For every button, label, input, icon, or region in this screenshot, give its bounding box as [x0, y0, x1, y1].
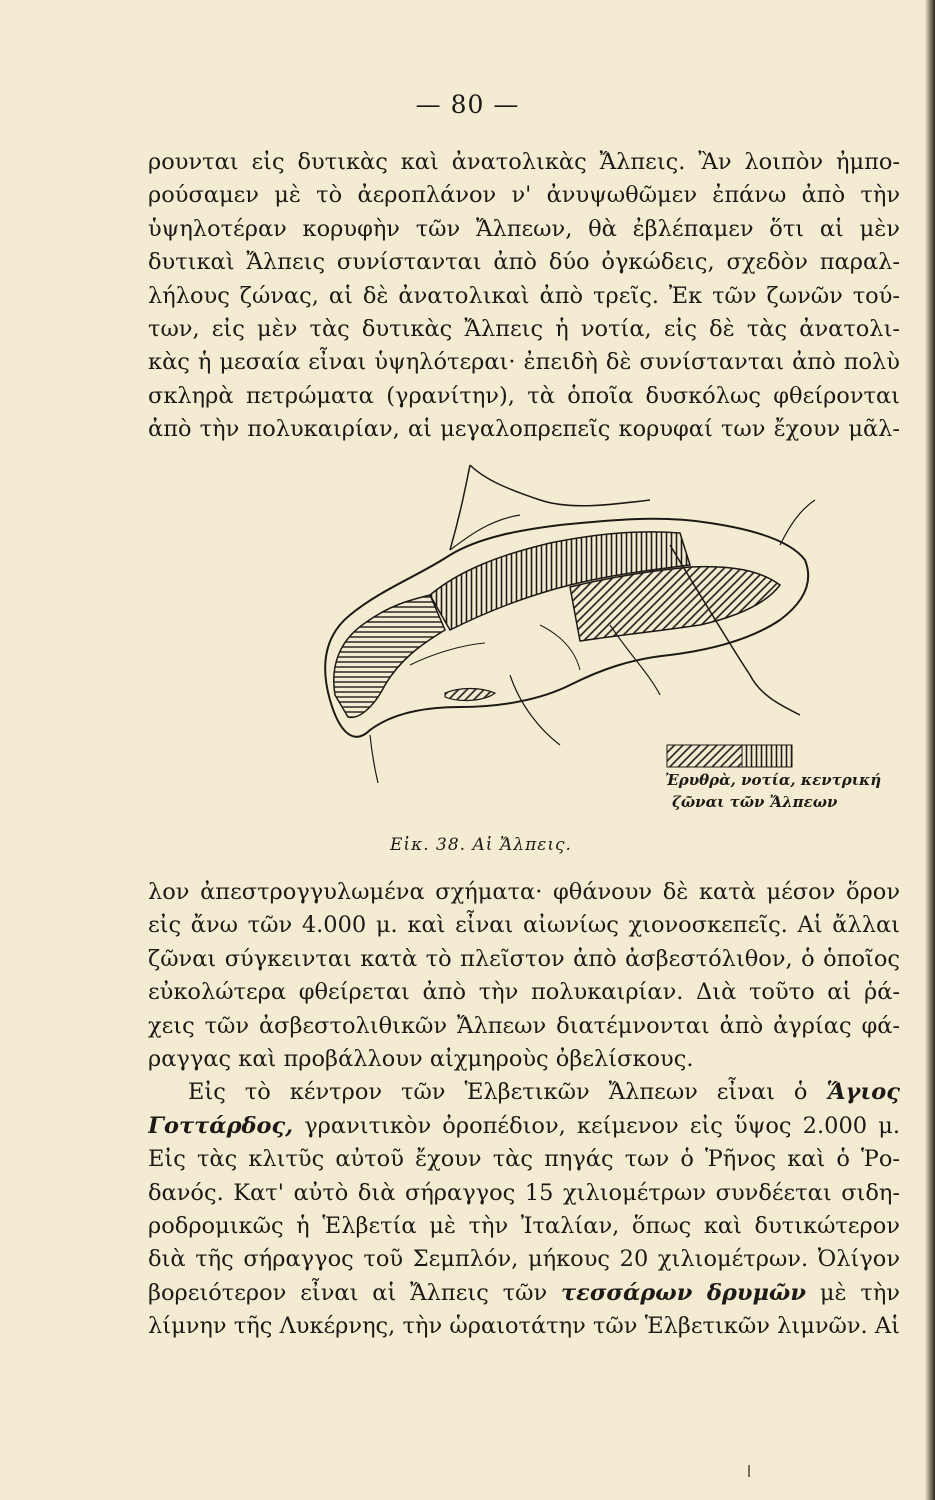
text-line: ρούσαμεν μὲ τὸ ἀεροπλάνον ν' ἀνυψωθῶμεν ἐπάνω ἀπὸ τὴν [148, 182, 900, 209]
text-line: ὑψηλοτέραν κορυφὴν τῶν Ἄλπεων, θὰ ἐβλέπαμεν ὅτι αἱ μὲν [148, 215, 900, 242]
text-line: δυτικαὶ Ἄλπεις συνίστανται ἀπὸ δύο ὀγκώδεις, σχεδὸν παραλ- [148, 249, 900, 276]
bottom-text [148, 876, 900, 1343]
text-line: σκληρὰ πετρώματα (γρανίτην), τὰ ὁποῖα δυσκόλως φθείρονται [148, 382, 900, 409]
text-line: λήλους ζώνας, αἱ δὲ ἀνατολικαὶ ἀπὸ τρεῖς. Ἐκ τῶν ζωνῶν τού- [148, 282, 900, 309]
alps-map [310, 445, 830, 805]
text-line: λον ἀπεστρογγυλωμένα σχήματα· φθάνουν δὲ κατὰ μέσον ὅρον [148, 879, 900, 905]
text-segment: Εἰς τὸ κέντρον τῶν Ἑλβετικῶν Ἄλπεων εἶναι ὁ [188, 1079, 827, 1106]
legend-hatch-swatch [742, 745, 792, 767]
text-line: χεις τῶν ἀσβεστολιθικῶν Ἄλπεων διατέμνονται ἀπὸ ἀγρίας φά- [148, 1012, 900, 1039]
emphasis-term: τεσσάρων δρυμῶν [561, 1279, 806, 1306]
page-edge [925, 0, 935, 1500]
text-line: Εἰς τὰς κλιτῦς αὐτοῦ ἔχουν τὰς πηγάς των ὁ Ῥῆνος καὶ ὁ Ῥο- [148, 1146, 900, 1173]
text-line: εὐκολώτερα φθείρεται ἀπὸ τὴν πολυκαιρίαν. Διὰ τοῦτο αἱ ῥά- [148, 979, 900, 1006]
text-segment: μὲ τὴν [805, 1279, 900, 1306]
text-line: δανός. Κατ' αὐτὸ διὰ σήραγγος 15 χιλιομέτρων συνδέεται σιδη- [148, 1179, 900, 1206]
figure-caption: Εἰκ. 38. Αἱ Ἄλπεις. [390, 835, 572, 855]
river-line [470, 465, 650, 506]
river-line [540, 625, 580, 670]
text-line: ραγγας καὶ προβάλλουν αἰχμηροὺς ὀβελίσκους. [148, 1045, 694, 1072]
text-line: ζῶναι σύγκεινται κατὰ τὸ πλεῖστον ἀπὸ ἀσβεστόλιθον, ὁ ὁποῖος [148, 945, 900, 972]
text-line: εἰς ἄνω τῶν 4.000 μ. καὶ εἶναι αἰωνίως χιονοσκεπεῖς. Αἱ ἄλλαι [148, 912, 900, 939]
southern-lake-zone [445, 689, 495, 701]
legend-label: ζῶναι τῶν Ἄλπεων [672, 793, 838, 811]
page-number: — 80 — [415, 90, 520, 119]
text-line: λίμνην τῆς Λυκέρνης, τὴν ὡραιοτάτην τῶν Ἑλβετικῶν λιμνῶν. Αἱ [148, 1313, 900, 1340]
emphasis-term: Γοττάρδος, [148, 1112, 294, 1139]
river-line [370, 735, 378, 783]
text-line [148, 1076, 900, 1109]
top-paragraph [148, 146, 900, 447]
print-mark [748, 1465, 750, 1477]
text-line: των, εἰς μὲν τὰς δυτικὰς Ἄλπεις ἡ νοτία, εἰς δὲ τὰς ἀνατολι- [148, 315, 900, 342]
alps-map-figure [310, 445, 882, 855]
text-line [148, 1277, 900, 1310]
river-line [780, 500, 815, 545]
text-line: ρουνται εἰς δυτικὰς καὶ ἀνατολικὰς Ἄλπεις. Ἂν λοιπὸν ἠμπο- [148, 149, 900, 175]
legend-hatch-swatch [667, 745, 742, 767]
text-segment: γρανιτικὸν ὀροπέδιον, κείμενον εἰς ὕψος 2.000 μ. [293, 1112, 900, 1139]
legend-label: Ἐρυθρὰ, νοτία, κεντρική [665, 771, 882, 789]
text-line: κὰς ἡ μεσαία εἶναι ὑψηλότεραι· ἐπειδὴ δὲ συνίστανται ἀπὸ πολὺ [148, 349, 900, 376]
text-line: ἀπὸ τὴν πολυκαιρίαν, αἱ μεγαλοπρεπεῖς κορυφαί των ἔχουν μᾶλ- [148, 416, 900, 443]
text-line [148, 1110, 900, 1143]
text-segment: βορειότερον εἶναι αἱ Ἄλπεις τῶν [148, 1279, 561, 1306]
text-line: διὰ τῆς σήραγγος τοῦ Σεμπλόν, μήκους 20 χιλιομέτρων. Ὀλίγον [148, 1246, 900, 1273]
text-line: ροδρομικῶς ἡ Ἑλβετία μὲ τὴν Ἰταλίαν, ὅπως καὶ δυτικώτερον [148, 1212, 900, 1239]
river-line [510, 675, 560, 745]
emphasis-term: Ἅγιος [826, 1079, 900, 1106]
